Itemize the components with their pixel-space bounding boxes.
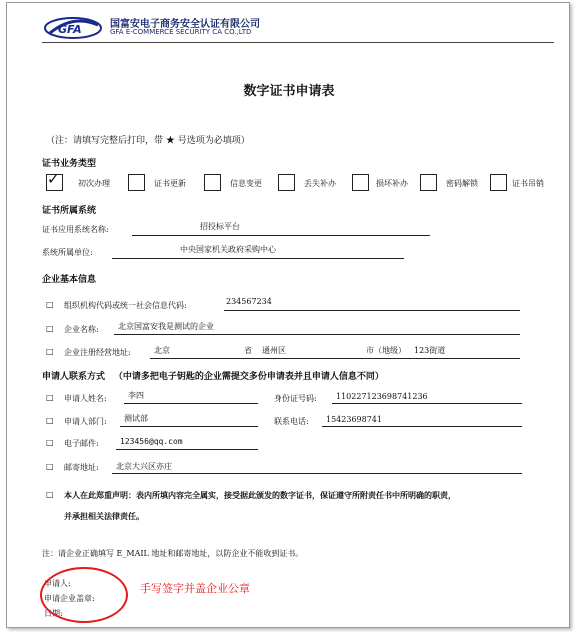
address-district-value[interactable]: 通州区 xyxy=(262,346,286,355)
department-underline xyxy=(120,426,258,427)
address-city-value[interactable]: 北京 xyxy=(154,346,170,355)
checkbox-renewal[interactable] xyxy=(128,174,145,191)
checkbox-damage-reissue[interactable] xyxy=(352,174,369,191)
option-label-info-change: 信息变更 xyxy=(230,179,262,188)
contact-heading-row xyxy=(42,369,384,382)
check-mark-icon: ✓ xyxy=(47,170,60,188)
form-title: 数字证书申请表 xyxy=(243,84,335,99)
phone-label: 联系电话: xyxy=(274,417,309,426)
applicant-signature-label: 申请人: xyxy=(44,579,71,588)
phone-underline xyxy=(322,426,522,427)
checkbox-lost-reissue[interactable] xyxy=(278,174,295,191)
phone-value[interactable]: 15423698741 xyxy=(326,415,382,424)
email-value[interactable]: 123456@qq.com xyxy=(120,437,183,446)
bullet-box: □ xyxy=(46,393,54,402)
declaration-line-2: 并承担相关法律责任。 xyxy=(64,511,144,521)
bullet-box: □ xyxy=(46,462,54,471)
org-code-label: 组织机构代码或统一社会信息代码: xyxy=(64,301,187,310)
org-code-value[interactable]: 234567234 xyxy=(226,297,272,306)
option-label-password-unlock: 密码解锁 xyxy=(446,179,478,188)
signature-annotation: 手写签字并盖企业公章 xyxy=(140,582,250,595)
enterprise-name-label: 企业名称: xyxy=(64,325,99,334)
mail-address-value[interactable]: 北京大兴区亦庄 xyxy=(116,462,172,471)
logo-text: GFA xyxy=(58,23,82,36)
system-heading: 证书所属系统 xyxy=(42,206,97,216)
contact-heading-note: （中请多把电子钥匙的企业需提交多份申请表并且申请人信息不同） xyxy=(113,372,384,382)
bullet-box: □ xyxy=(46,490,54,499)
option-label-damage-reissue: 损坏补办 xyxy=(376,179,408,188)
checkbox-first-time[interactable] xyxy=(46,170,63,191)
signature-highlight-oval xyxy=(40,567,128,623)
date-label: 日期: xyxy=(44,609,63,618)
bullet-box: □ xyxy=(46,416,54,425)
department-value[interactable]: 测试部 xyxy=(124,414,148,423)
app-system-value[interactable]: 招投标平台 xyxy=(200,222,240,231)
mail-address-underline xyxy=(112,473,522,474)
note-top: （注：请填写完整后打印，带 ★ 号选项为必填项） xyxy=(46,136,250,146)
applicant-name-underline xyxy=(124,403,258,404)
business-type-heading: 证书业务类型 xyxy=(42,159,97,169)
bullet-box: □ xyxy=(46,300,54,309)
bullet-box: □ xyxy=(46,347,54,356)
address-label: 企业注册经营地址: xyxy=(64,348,131,357)
address-street-value[interactable]: 123街道 xyxy=(414,346,446,355)
unit-value[interactable]: 中央国家机关政府采购中心 xyxy=(180,245,276,254)
header-divider xyxy=(42,42,554,43)
bullet-box: □ xyxy=(46,324,54,333)
email-label: 电子邮件: xyxy=(64,439,99,448)
id-number-label: 身份证号码: xyxy=(274,394,317,403)
id-number-underline xyxy=(332,403,522,404)
applicant-name-value[interactable]: 李四 xyxy=(128,391,144,400)
unit-underline xyxy=(112,258,404,259)
email-underline xyxy=(116,449,258,450)
address-city-level-label: 市（地级） xyxy=(366,346,406,355)
enterprise-heading: 企业基本信息 xyxy=(42,275,97,285)
department-label: 申请人部门: xyxy=(64,417,107,426)
address-underline xyxy=(150,358,520,359)
id-number-value[interactable]: 110227123698741236 xyxy=(336,392,428,401)
address-province-label: 省 xyxy=(244,346,252,355)
bullet-box: □ xyxy=(46,438,54,447)
company-name-cn: 国富安电子商务安全认证有限公司 xyxy=(110,19,260,30)
option-label-renewal: 证书更新 xyxy=(154,179,186,188)
enterprise-name-underline xyxy=(114,334,520,335)
checkbox-revoke[interactable] xyxy=(490,174,507,191)
note-bottom: 注：请企业正确填写 E_MAIL 地址和邮寄地址，以防企业不能收到证书。 xyxy=(42,549,304,558)
declaration-line-1: 本人在此郑重声明：表内所填内容完全属实，接受据此颁发的数字证书，保证遵守所附责任书中所明确的职责， xyxy=(64,490,456,500)
app-system-label: 证书应用系统名称: xyxy=(42,225,109,234)
option-label-first-time: 初次办理 xyxy=(78,179,110,188)
option-label-lost-reissue: 丢失补办 xyxy=(304,179,336,188)
app-system-underline xyxy=(132,235,430,236)
contact-heading: 申请人联系方式 xyxy=(42,372,106,382)
applicant-name-label: 申请人姓名: xyxy=(64,394,107,403)
company-name-en: GFA E-COMMERCE SECURITY CA CO.,LTD xyxy=(110,28,252,36)
checkbox-password-unlock[interactable] xyxy=(420,174,437,191)
checkbox-info-change[interactable] xyxy=(204,174,221,191)
org-code-underline xyxy=(224,310,520,311)
enterprise-name-value[interactable]: 北京国富安我是测试的企业 xyxy=(118,322,214,331)
option-label-revoke: 证书吊销 xyxy=(512,179,544,188)
gfa-logo xyxy=(44,16,102,40)
seal-label: 申请企业盖章: xyxy=(44,594,95,603)
mail-address-label: 邮寄地址: xyxy=(64,463,99,472)
unit-label: 系统所属单位: xyxy=(42,248,93,257)
